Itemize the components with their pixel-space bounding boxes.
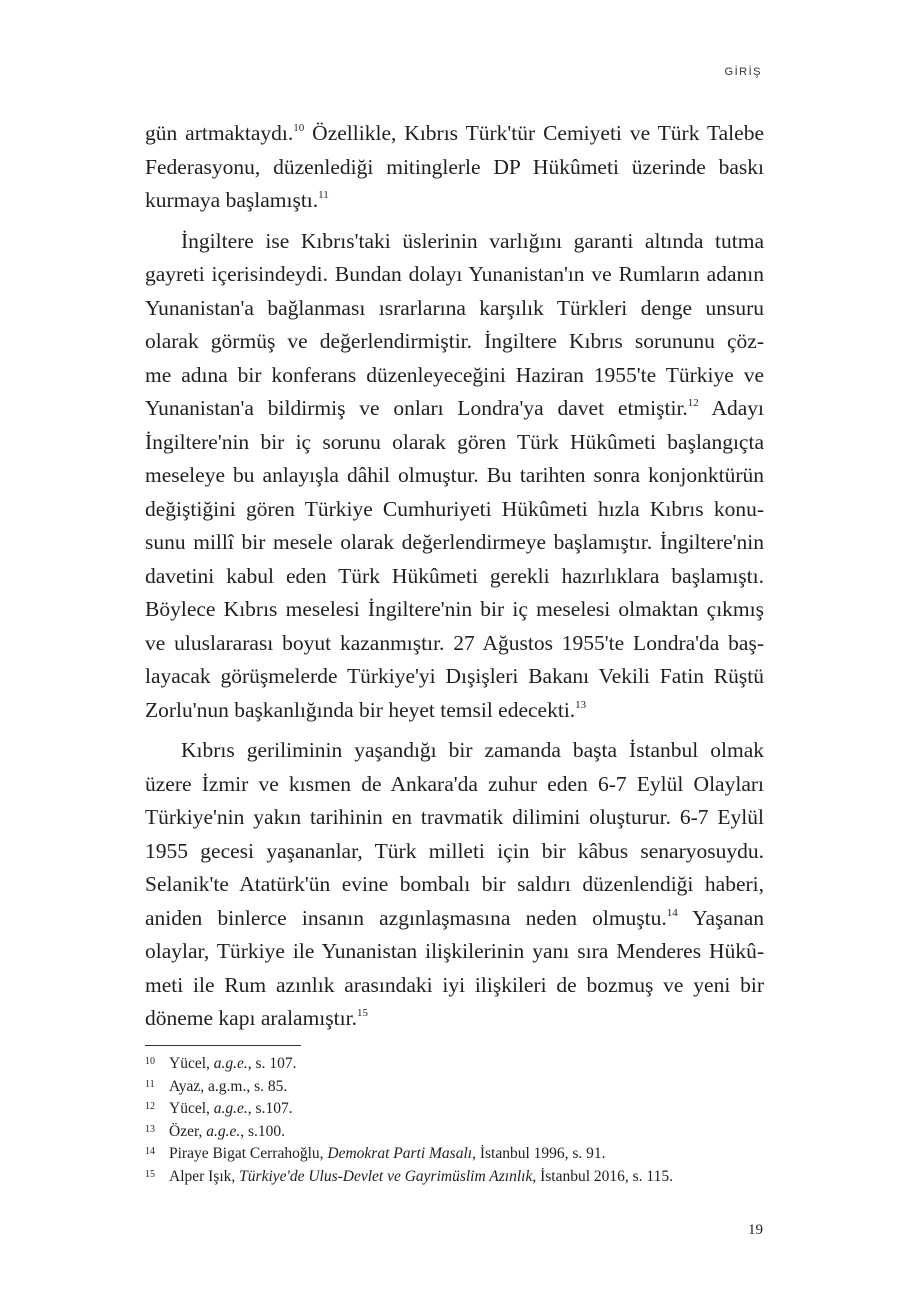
text-run: , İstanbul 1996, s. 91. — [472, 1145, 606, 1162]
text-line — [145, 526, 764, 560]
italic-title: a.g.e. — [213, 1055, 248, 1072]
text-run: Yücel, — [169, 1055, 214, 1072]
text-run: üzere İzmir ve kısmen de Ankara'da zuhur eden 6-7 Eylül Olayları — [145, 771, 764, 796]
text-line — [145, 426, 764, 460]
text-run: Özellikle, Kıbrıs Türk'tür Cemiyeti ve Türk Talebe — [304, 121, 764, 145]
footnote-number: 11 — [145, 1078, 155, 1090]
footnote — [145, 1142, 673, 1165]
text-line — [145, 969, 764, 1003]
italic-title: Türkiye'de Ulus-Devlet ve Gayrimüslim Azınlık — [239, 1167, 533, 1185]
footnote-number: 10 — [145, 1056, 155, 1067]
text-line — [145, 627, 764, 661]
text-run: Özer, — [169, 1122, 207, 1140]
text-run: 1955 gecesi yaşananlar, Türk milleti için bir kâbus senaryosuydu. — [145, 838, 764, 863]
footnote-reference: 14 — [666, 906, 678, 919]
text-run: ve uluslararası boyut kazanmıştır. 27 Ağustos 1955'te Londra'da baş- — [145, 630, 764, 655]
text-run: gayreti içerisindeydi. Bundan dolayı Yunanistan'ın ve Rumların adanın — [145, 262, 764, 286]
text-line — [145, 459, 764, 493]
text-run: , s. 107. — [247, 1055, 297, 1072]
text-line — [145, 325, 764, 359]
text-run: olarak görmüş ve değerlendirmiştir. İngiltere Kıbrıs sorununu çöz- — [145, 329, 764, 353]
text-run: Yücel, — [169, 1100, 214, 1117]
text-run: Türkiye'nin yakın tarihinin en travmatik dilimini oluşturur. 6-7 Eylül — [145, 805, 764, 829]
text-run: Selanik'te Atatürk'ün evine bombalı bir saldırı düzenlendiği haberi, — [145, 872, 764, 896]
text-line — [145, 392, 764, 426]
text-run: meti ile Rum azınlık arasındaki iyi ilişkileri de bozmuş ve yeni bir — [145, 972, 764, 997]
text-line — [145, 493, 764, 527]
running-header: GİRİŞ — [724, 66, 762, 78]
footnote-reference: 15 — [356, 1007, 368, 1019]
text-line — [145, 225, 764, 259]
text-line — [145, 935, 764, 969]
text-run: aniden binlerce insanın azgınlaşmasına neden olmuştu. — [145, 905, 667, 930]
text-run: Yaşanan — [677, 905, 764, 930]
italic-title: a.g.e. — [206, 1122, 241, 1140]
text-run: sunu millî bir mesele olarak değerlendirmeye başlamıştır. İngiltere'nin — [145, 530, 764, 554]
italic-title: Demokrat Parti Masalı — [327, 1145, 473, 1162]
text-run: meseleye bu anlayışla dâhil olmuştur. Bu tarihten sonra konjonktürün — [145, 463, 764, 487]
text-run: Zorlu'nun başkanlığında bir heyet temsil edecekti. — [145, 697, 576, 722]
footnote-number: 15 — [145, 1168, 155, 1180]
text-run: Adayı — [698, 396, 764, 420]
footnote-reference: 12 — [687, 397, 699, 409]
text-line — [145, 1002, 764, 1036]
text-line — [145, 560, 764, 594]
footnote-number: 14 — [145, 1146, 155, 1157]
text-run: Yunanistan'a bildirmiş ve onları Londra'ya davet etmiştir. — [145, 396, 688, 420]
footnote — [145, 1120, 673, 1143]
footnote-number: 12 — [145, 1101, 155, 1112]
text-line — [145, 868, 764, 902]
text-run: , İstanbul 2016, s. 115. — [532, 1167, 673, 1185]
text-run: Yunanistan'a bağlanması ısrarlarına karşılık Türkleri denge unsuru — [145, 295, 764, 320]
text-line — [145, 117, 764, 151]
text-run: Böylece Kıbrıs meselesi İngiltere'nin bir iç meselesi olmaktan çıkmış — [145, 597, 764, 621]
text-run: Kıbrıs geriliminin yaşandığı bir zamanda başta İstanbul olmak — [181, 738, 764, 762]
text-run: , s.100. — [240, 1122, 286, 1140]
paragraph — [145, 117, 764, 218]
text-run: Federasyonu, düzenlediği mitinglerle DP Hükûmeti üzerinde baskı — [145, 154, 764, 179]
text-line — [145, 258, 764, 292]
body-text — [145, 117, 764, 1043]
footnote — [145, 1075, 673, 1098]
text-line — [145, 768, 764, 802]
text-run: Ayaz, a.g.m., s. 85. — [169, 1077, 288, 1095]
text-run: davetini kabul eden Türk Hükûmeti gerekli hazırlıklara başlamıştı. — [145, 563, 764, 588]
text-line — [145, 184, 764, 218]
footnote-reference: 10 — [293, 122, 305, 134]
text-line — [145, 801, 764, 835]
text-run: layacak görüşmelerde Türkiye'yi Dışişleri Bakanı Vekili Fatin Rüştü — [145, 664, 764, 688]
footnote-reference: 11 — [318, 189, 329, 201]
text-run: döneme kapı aralamıştır. — [145, 1006, 357, 1030]
text-run: , s.107. — [247, 1100, 293, 1117]
text-run: İngiltere'nin bir iç sorunu olarak gören Türk Hükûmeti başlangıçta — [145, 429, 764, 454]
text-line — [145, 151, 764, 185]
footnote — [145, 1097, 673, 1120]
text-line — [145, 359, 764, 393]
text-run: Piraye Bigat Cerrahoğlu, — [169, 1145, 328, 1162]
footnotes — [145, 1052, 673, 1187]
text-run: olaylar, Türkiye ile Yunanistan ilişkilerinin yanı sıra Menderes Hükû- — [145, 939, 764, 963]
text-run: gün artmaktaydı. — [145, 121, 294, 145]
text-run: Alper Işık, — [169, 1167, 240, 1185]
text-line — [145, 835, 764, 869]
paragraph — [145, 734, 764, 1036]
footnote — [145, 1052, 673, 1075]
text-line — [145, 694, 764, 728]
text-run: kurmaya başlamıştı. — [145, 188, 319, 212]
italic-title: a.g.e. — [213, 1100, 248, 1117]
text-line — [145, 292, 764, 326]
text-line — [145, 593, 764, 627]
footnote-number: 13 — [145, 1123, 155, 1135]
footnote-divider — [145, 1045, 301, 1046]
text-run: me adına bir konferans düzenleyeceğini Haziran 1955'te Türkiye ve — [145, 362, 764, 387]
text-line — [145, 660, 764, 694]
text-run: İngiltere ise Kıbrıs'taki üslerinin varlığını garanti altında tutma — [181, 228, 764, 253]
text-line — [145, 902, 764, 936]
paragraph — [145, 225, 764, 728]
text-line — [145, 734, 764, 768]
footnote-reference: 13 — [575, 698, 587, 711]
footnote — [145, 1165, 673, 1188]
page-number: 19 — [748, 1222, 763, 1238]
text-run: değiştiğini gören Türkiye Cumhuriyeti Hükûmeti hızla Kıbrıs konu- — [145, 496, 764, 521]
